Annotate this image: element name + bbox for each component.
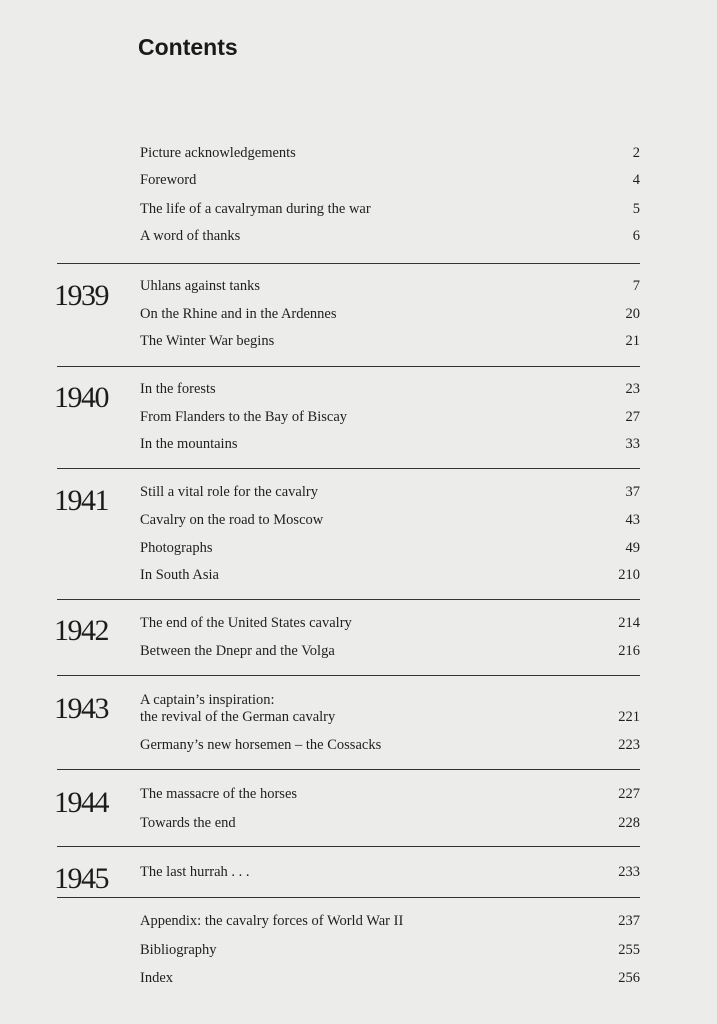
entry-title: A captain’s inspiration: — [140, 692, 275, 708]
entry-page: 227 — [618, 786, 640, 802]
entry-title: The life of a cavalryman during the war — [140, 201, 371, 217]
year-heading: 1942 — [54, 614, 108, 647]
section-divider — [57, 468, 640, 469]
entry-title: Cavalry on the road to Moscow — [140, 512, 324, 528]
year-heading: 1943 — [54, 692, 108, 725]
entry-page: 49 — [625, 540, 640, 556]
year-heading: 1945 — [54, 862, 108, 895]
entry-page: 210 — [618, 567, 640, 583]
entry-page: 20 — [625, 306, 640, 322]
entry-title: The massacre of the horses — [140, 786, 298, 802]
entry-title: Towards the end — [140, 815, 236, 831]
entry-page: 214 — [618, 615, 640, 631]
entry-title: In the forests — [140, 381, 216, 397]
entry-title: In South Asia — [140, 567, 219, 583]
entry-title: Between the Dnepr and the Volga — [140, 643, 335, 659]
year-heading: 1941 — [54, 484, 108, 517]
entry-title: Photographs — [140, 540, 213, 556]
entry-page: 5 — [632, 201, 640, 217]
entry-page: 43 — [625, 512, 640, 528]
year-heading: 1944 — [54, 786, 108, 819]
section-divider — [57, 897, 640, 898]
entry-page: 256 — [618, 970, 640, 986]
entry-page: 255 — [618, 942, 640, 958]
section-divider — [57, 366, 640, 367]
section-divider — [57, 599, 640, 600]
section-divider — [57, 846, 640, 847]
entry-page: 6 — [632, 228, 640, 244]
entry-title: Still a vital role for the cavalry — [140, 484, 318, 500]
entry-page: 7 — [632, 278, 640, 294]
entry-title: In the mountains — [140, 436, 238, 452]
entry-page: 23 — [625, 381, 640, 397]
entry-title: From Flanders to the Bay of Biscay — [140, 409, 348, 425]
section-divider — [57, 769, 640, 770]
year-heading: 1939 — [54, 279, 108, 312]
entry-page: 233 — [618, 864, 640, 880]
entry-page: 37 — [625, 484, 640, 500]
section-divider — [57, 675, 640, 676]
entry-title: The Winter War begins — [140, 333, 275, 349]
section-divider — [57, 263, 640, 264]
entry-title: Bibliography — [140, 942, 217, 958]
page-title: Contents — [138, 34, 238, 60]
entry-title: Appendix: the cavalry forces of World War II — [140, 913, 404, 929]
toc-entry[interactable] — [140, 692, 640, 728]
year-heading: 1940 — [54, 381, 108, 414]
entry-title: Foreword — [140, 172, 197, 188]
entry-page: 2 — [632, 145, 640, 161]
entry-page: 216 — [618, 643, 640, 659]
entry-page: 221 — [618, 709, 640, 725]
entry-title-line2: the revival of the German cavalry — [140, 709, 336, 725]
entry-page: 237 — [618, 913, 640, 929]
entry-title: The last hurrah . . . — [140, 864, 250, 880]
entry-page: 223 — [618, 737, 640, 753]
entry-title: Index — [140, 970, 174, 986]
entry-page: 33 — [625, 436, 640, 452]
entry-title: Uhlans against tanks — [140, 278, 261, 294]
entry-title: A word of thanks — [140, 228, 241, 244]
entry-page: 228 — [618, 815, 640, 831]
entry-page: 27 — [625, 409, 640, 425]
entry-title: Picture acknowledgements — [140, 145, 296, 161]
entry-title: The end of the United States cavalry — [140, 615, 352, 631]
entry-title: On the Rhine and in the Ardennes — [140, 306, 337, 322]
entry-page: 4 — [632, 172, 640, 188]
entry-page: 21 — [625, 333, 640, 349]
entry-title: Germany’s new horsemen – the Cossacks — [140, 737, 382, 753]
